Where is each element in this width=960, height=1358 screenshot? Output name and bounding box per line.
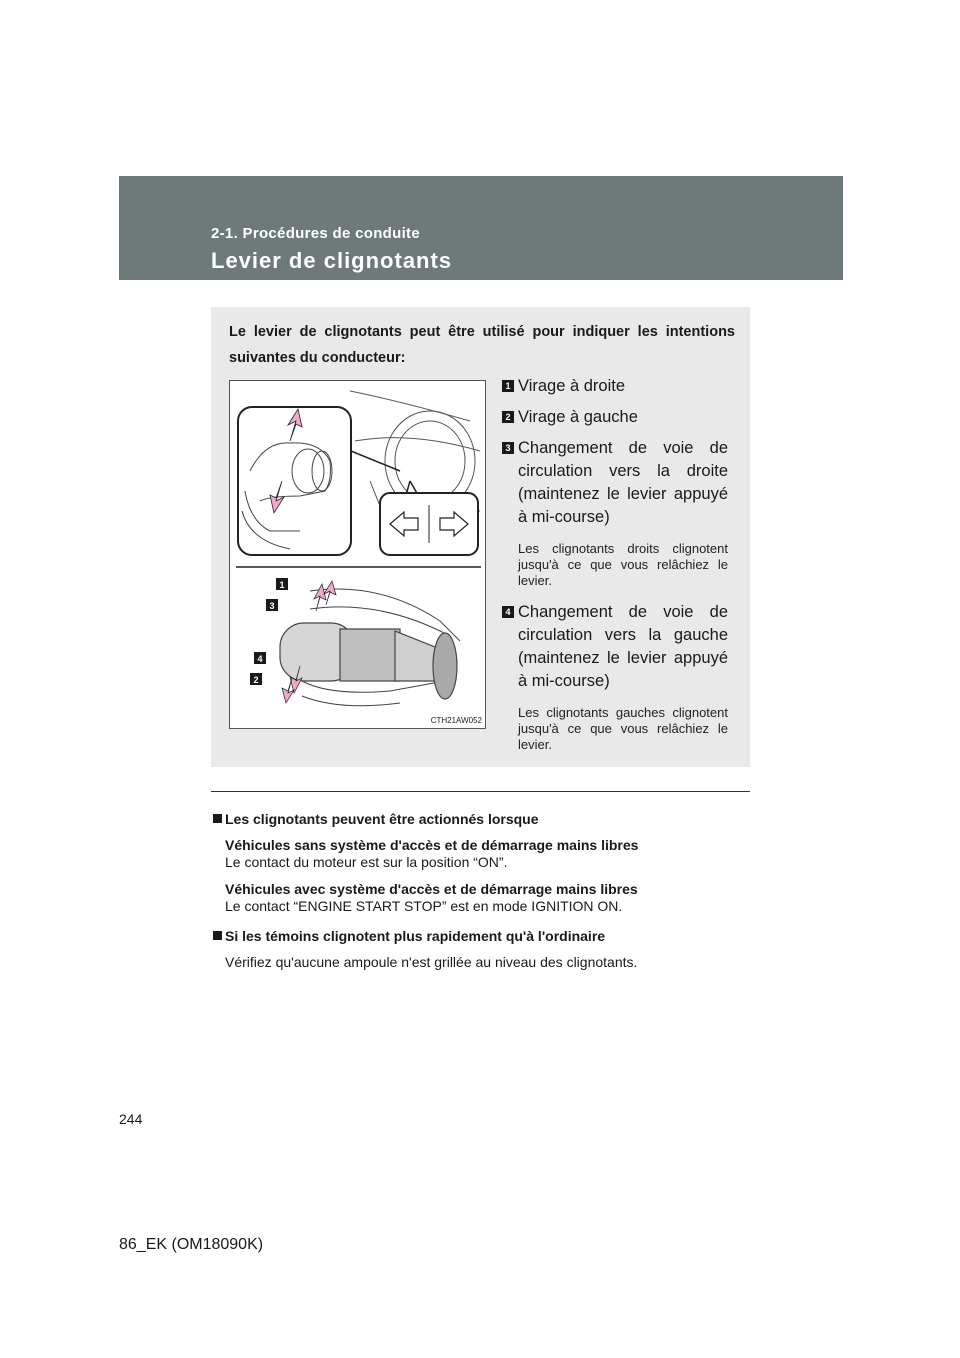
notes-section	[213, 810, 749, 981]
intro-text: Le levier de clignotants peut être utilisé pour indiquer les intentions suivantes du conducteur:	[229, 324, 735, 366]
turn-signal-figure	[229, 380, 486, 729]
legend-label: Virage à gauche	[518, 408, 638, 426]
figure-callout-4: 4	[257, 654, 263, 664]
legend-note: Les clignotants gauches clignotent jusqu'à ce que vous relâchiez le levier.	[518, 705, 728, 752]
section-divider	[211, 791, 750, 792]
figure-code: CTH21AW052	[430, 716, 482, 725]
note-subheading: Véhicules sans système d'accès et de démarrage mains libres	[225, 837, 639, 853]
legend-note: Les clignotants droits clignotent jusqu'à ce que vous relâchiez le levier.	[518, 541, 728, 588]
number-badge: 3	[502, 442, 514, 454]
note-heading-text: Si les témoins clignotent plus rapidement qu'à l'ordinaire	[225, 928, 606, 944]
legend-item	[502, 406, 728, 429]
number-badge: 1	[502, 380, 514, 392]
square-bullet-icon	[213, 814, 222, 823]
legend	[502, 375, 728, 761]
intro-box	[211, 307, 750, 767]
note-text: Le contact “ENGINE START STOP” est en mode IGNITION ON.	[225, 898, 623, 914]
note-body	[213, 954, 749, 971]
note-text: Vérifiez qu'aucune ampoule n'est grillée au niveau des clignotants.	[225, 954, 638, 970]
page-number: 244	[119, 1111, 143, 1127]
figure-callout-1: 1	[279, 580, 285, 590]
note-text: Le contact du moteur est sur la position “ON”.	[225, 854, 508, 870]
note-heading	[213, 810, 749, 828]
legend-label: Changement de voie de circulation vers la droite (maintenez le levier appuyé à mi-course)	[518, 439, 728, 526]
legend-item	[502, 437, 728, 589]
turn-signal-illustration	[230, 381, 487, 730]
legend-item	[502, 601, 728, 753]
section-label: 2-1. Procédures de conduite	[211, 225, 420, 242]
square-bullet-icon	[213, 931, 222, 940]
legend-label: Changement de voie de circulation vers la gauche (maintenez le levier appuyé à mi-course)	[518, 603, 728, 690]
note-subheading: Véhicules avec système d'accès et de démarrage mains libres	[225, 881, 638, 897]
figure-callout-3: 3	[269, 601, 275, 611]
figure-callout-2: 2	[253, 675, 259, 685]
page-title: Levier de clignotants	[211, 248, 453, 273]
note-body	[213, 837, 749, 915]
document-code: 86_EK (OM18090K)	[119, 1236, 264, 1253]
number-badge: 2	[502, 411, 514, 423]
note-heading	[213, 927, 749, 945]
header-band	[119, 176, 843, 280]
legend-item	[502, 375, 728, 398]
number-badge: 4	[502, 606, 514, 618]
note-heading-text: Les clignotants peuvent être actionnés lorsque	[225, 811, 539, 827]
legend-label: Virage à droite	[518, 377, 626, 395]
